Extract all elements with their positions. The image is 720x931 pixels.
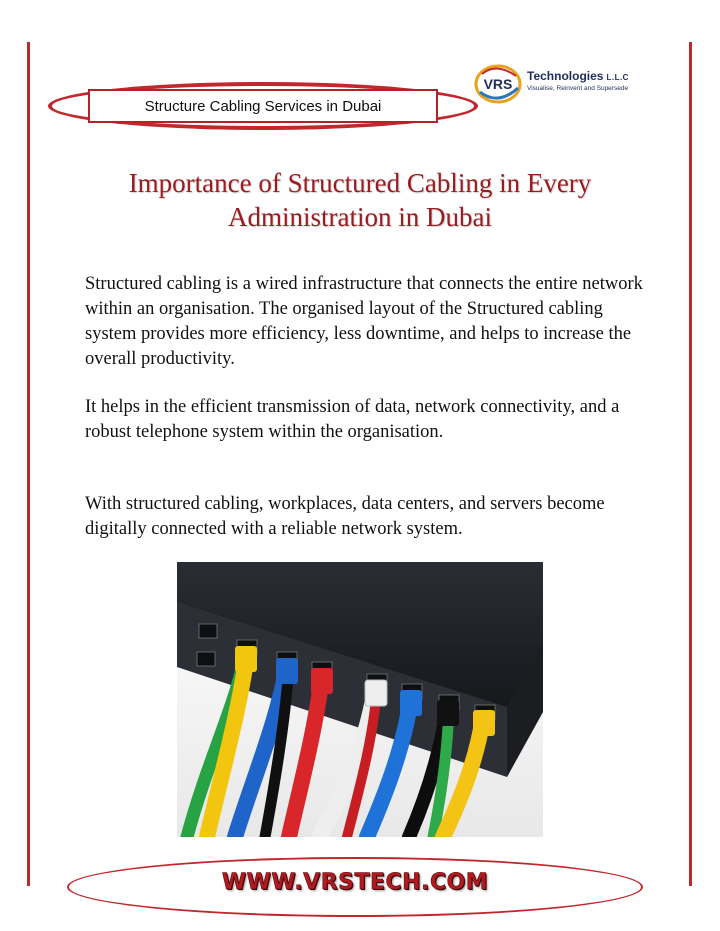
right-border-bar [689,42,692,886]
left-border-bar [27,42,30,886]
logo-mark-text: VRS [483,76,513,92]
body-paragraph-3: With structured cabling, workplaces, data centers, and servers become digitally connected with a reliable network system. [85,494,605,539]
logo-tagline: Visualise, Reinvent and Supersede [527,85,629,92]
network-switch-cables-image [177,562,543,837]
logo-name: Technologies [527,69,604,83]
logo-suffix: L.L.C [606,73,629,82]
page-title: Importance of Structured Cabling in Every Administration in Dubai [128,168,592,232]
body-paragraph-1: Structured cabling is a wired infrastructure that connects the entire network within an organisation. The organised layout of the Structured cabling system provides more efficiency, less downtime, and helps to increase the overall productivity. [85,274,643,369]
header-label-box [88,89,438,123]
company-logo [474,64,664,104]
footer-website-link[interactable]: WWW.VRSTECH.COM [221,870,489,895]
vrs-logo-icon [474,64,522,104]
header-label: Structure Cabling Services in Dubai [144,97,382,115]
network-switch-photo [177,562,543,837]
body-paragraph-2: It helps in the efficient transmission of data, network connectivity, and a robust telephone system within the organisation. [85,397,620,442]
